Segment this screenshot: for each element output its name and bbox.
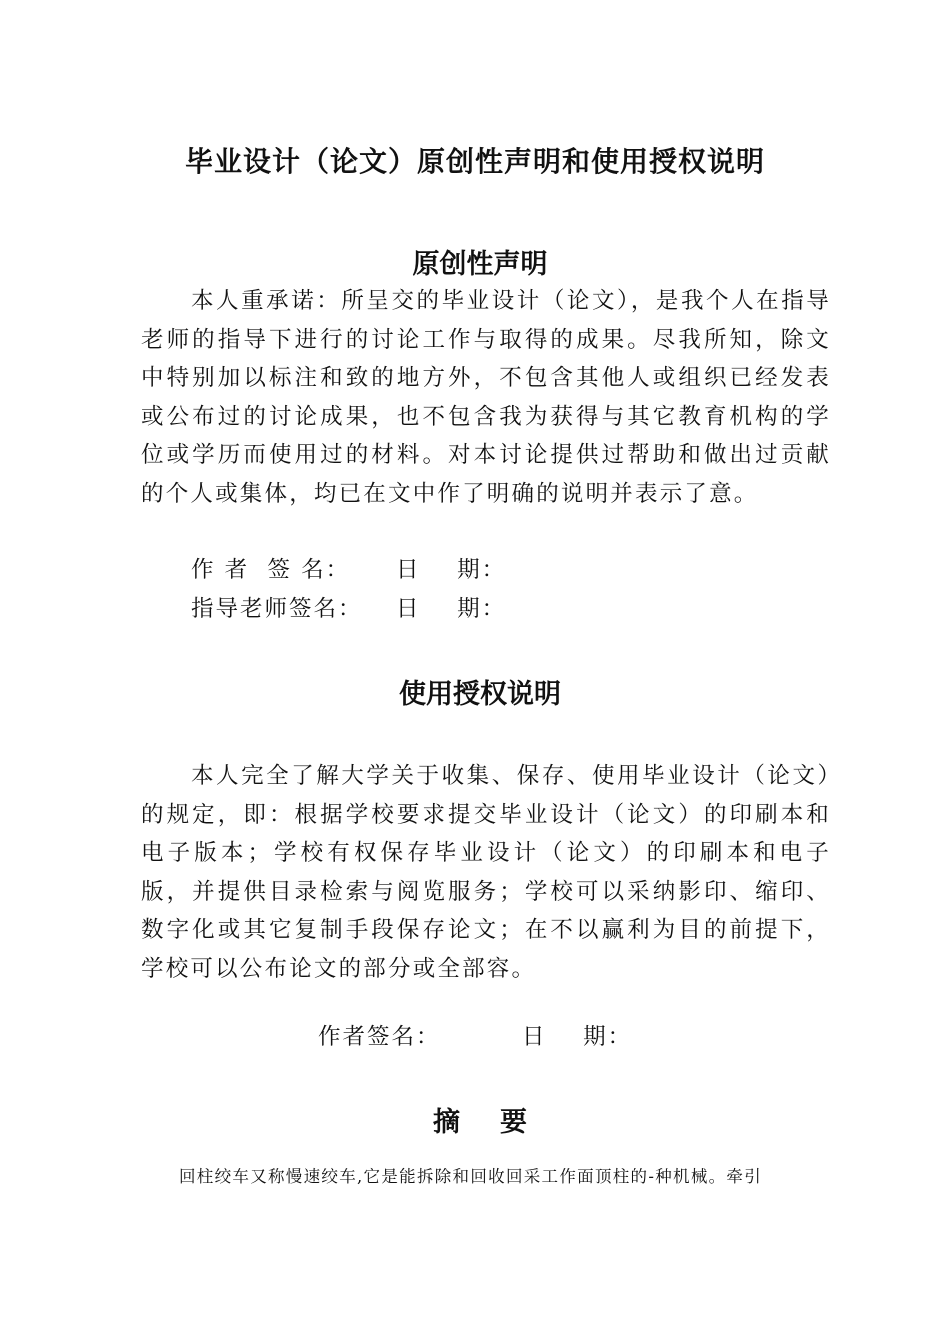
page-title: 毕业设计（论文）原创性声明和使用授权说明 — [184, 145, 765, 178]
abstract-heading: 摘要 — [433, 1107, 567, 1138]
originality-heading: 原创性声明 — [412, 249, 548, 280]
advisor-date-label: 日 期： — [396, 596, 507, 622]
author-date-label: 日 期： — [396, 557, 507, 583]
authorization-date-label: 日 期： — [522, 1024, 633, 1050]
originality-body: 本人重承诺：所呈交的毕业设计（论文），是我个人在指导老师的指导下进行的讨论工作与取得的成果。尽我所知，除文中特别加以标注和致的地方外，不包含其他人或组织已经发表或公布过的讨论成果，也不包含我为获得与其它教育机构的学位或学历而使用过的材料。对本讨论提供过帮助和做出过贡献的个人或集体，均已在文中作了明确的说明并表示了意。 — [141, 288, 831, 507]
author-signature-label: 作 者 签 名： — [191, 557, 351, 583]
authorization-heading: 使用授权说明 — [399, 679, 561, 710]
authorization-author-signature-label: 作者签名： — [318, 1024, 441, 1050]
authorization-body: 本人完全了解大学关于收集、保存、使用毕业设计（论文）的规定，即：根据学校要求提交毕业设计（论文）的印刷本和电子版本；学校有权保存毕业设计（论文）的印刷本和电子版，并提供目录检索与阅览服务；学校可以采纳影印、缩印、数字化或其它复制手段保存论文；在不以赢利为目的前提下，学校可以公布论文的部分或全部容。 — [141, 763, 831, 982]
abstract-first-line: 回柱绞车又称慢速绞车,它是能拆除和回收回采工作面顶柱的-种机械。牵引 — [179, 1167, 763, 1186]
advisor-signature-label: 指导老师签名： — [191, 596, 363, 622]
